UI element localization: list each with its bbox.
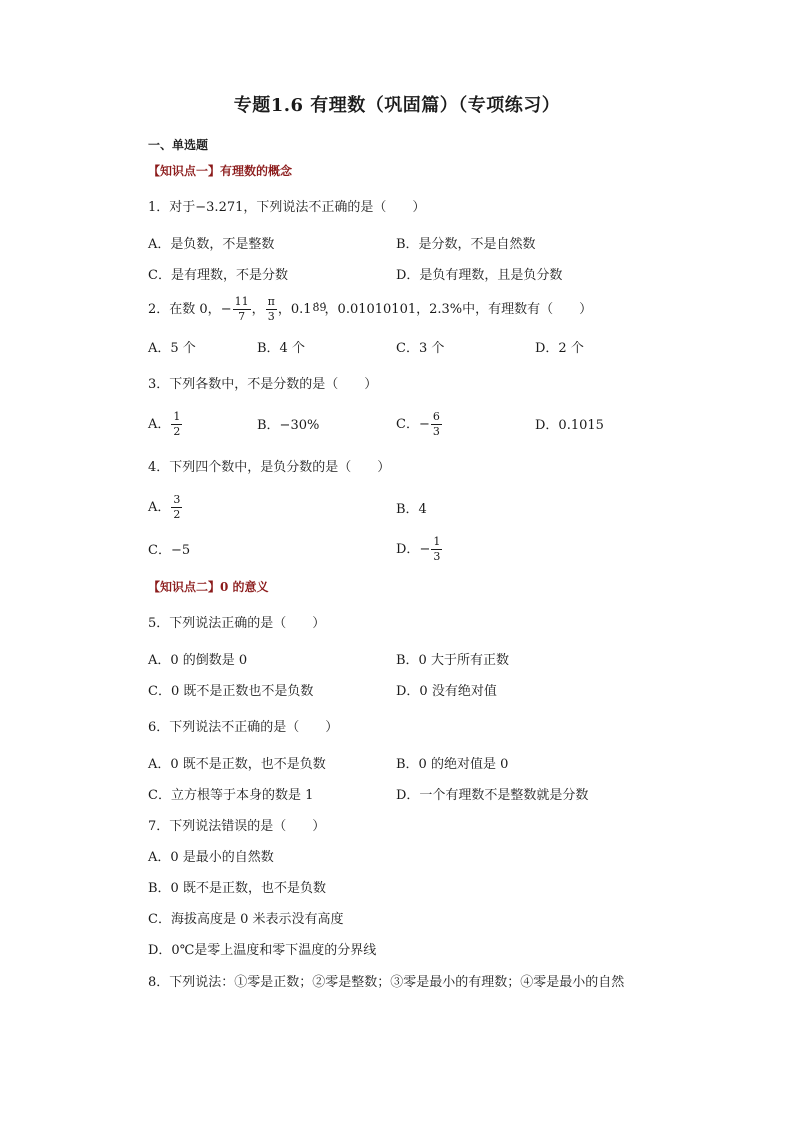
question-2-fraction-2	[266, 296, 277, 322]
option-label: D．	[396, 541, 420, 557]
option-label: A．	[148, 416, 171, 432]
question-1-option-b: B．是分数，不是自然数	[396, 237, 536, 252]
fraction-numerator: 3	[173, 493, 181, 506]
fraction-numerator: 6	[432, 410, 440, 423]
question-1-option-c: C．是有理数，不是分数	[148, 268, 288, 283]
question-3-option-c-fraction	[431, 411, 442, 437]
option-label: C．	[396, 416, 419, 432]
question-2-option-c: C．3 个	[396, 341, 445, 356]
question-7-option-c: C．海拔高度是 0 米表示没有高度	[148, 912, 344, 927]
option-label: A．	[148, 499, 171, 515]
question-2-repeating-dots: 8̇9̇	[312, 300, 327, 314]
question-7-option-a: A．0 是最小的自然数	[148, 850, 274, 865]
question-2-prefix: 2．在数 0，	[148, 301, 221, 317]
fraction-numerator: π	[267, 295, 275, 308]
question-7-stem: 7．下列说法错误的是（ ）	[148, 819, 326, 834]
question-4-stem: 4．下列四个数中，是负分数的是（ ）	[148, 460, 391, 475]
question-2-option-b: B．4 个	[257, 341, 305, 356]
question-1-stem: 1．对于−3.271，下列说法不正确的是（ ）	[148, 200, 426, 215]
question-4-option-d-fraction	[431, 536, 442, 562]
question-2-fraction-1-sign: −	[220, 301, 232, 317]
question-3-option-a	[148, 411, 183, 437]
question-2-option-a: A．5 个	[148, 341, 196, 356]
section-heading: 一、单选题	[148, 138, 209, 152]
fraction-denominator: 3	[433, 549, 441, 563]
question-5-option-d: D．0 没有绝对值	[396, 684, 497, 699]
question-2-suffix: ，0.01010101，2.3%中，有理数有（ ）	[324, 301, 593, 317]
knowledge-point-2: 【知识点二】0 的意义	[148, 580, 269, 594]
question-4-option-b: B．4	[396, 502, 427, 517]
question-3-stem: 3．下列各数中，不是分数的是（ ）	[148, 377, 378, 392]
question-2-stem: 2．在数 0， − $\frac{11}{7}$ ， $\frac{\pi}{3}$ ， 0.1 8̇9̇ ，0.01010101，2.3%中，有理数有（ ）	[148, 295, 593, 323]
fraction-numerator: 1	[173, 410, 181, 423]
fraction-numerator: 11	[234, 295, 249, 308]
question-2-option-d: D．2 个	[535, 341, 584, 356]
question-4-option-a-fraction	[171, 494, 182, 520]
fraction-denominator: 2	[173, 507, 181, 521]
question-6-option-b: B．0 的绝对值是 0	[396, 757, 509, 772]
fraction-denominator: 3	[432, 424, 440, 438]
question-2-repeating-decimal: 0.1	[290, 301, 312, 317]
fraction-denominator: 7	[238, 309, 246, 323]
question-4-option-d	[396, 536, 443, 562]
question-6-option-d: D．一个有理数不是整数就是分数	[396, 788, 589, 803]
question-1-option-a: A．是负数，不是整数	[148, 237, 275, 252]
question-4-option-c: C．−5	[148, 543, 191, 558]
question-5-stem: 5．下列说法正确的是（ ）	[148, 616, 326, 631]
question-5-option-b: B．0 大于所有正数	[396, 653, 509, 668]
question-7-option-d: D．0℃是零上温度和零下温度的分界线	[148, 943, 377, 958]
question-5-option-c: C．0 既不是正数也不是负数	[148, 684, 314, 699]
question-8-stem: 8．下列说法：①零是正数；②零是整数；③零是最小的有理数；④零是最小的自然	[148, 975, 625, 990]
knowledge-point-1: 【知识点一】有理数的概念	[148, 164, 293, 178]
question-6-option-a: A．0 既不是正数，也不是负数	[148, 757, 326, 772]
question-6-stem: 6．下列说法不正确的是（ ）	[148, 720, 339, 735]
page-title: 专题1.6 有理数（巩固篇）（专项练习）	[233, 95, 561, 116]
question-5-option-a: A．0 的倒数是 0	[148, 653, 248, 668]
question-3-option-a-fraction	[171, 411, 182, 437]
fraction-sign: −	[418, 416, 430, 432]
fraction-denominator: 3	[267, 309, 275, 323]
question-1-option-d: D．是负有理数，且是负分数	[396, 268, 563, 283]
fraction-sign: −	[419, 541, 431, 557]
question-3-option-c	[396, 411, 443, 437]
question-6-option-c: C．立方根等于本身的数是 1	[148, 788, 314, 803]
question-4-option-a	[148, 494, 183, 520]
fraction-numerator: 1	[433, 535, 441, 548]
question-7-option-b: B．0 既不是正数，也不是负数	[148, 881, 326, 896]
question-3-option-b: B．−30%	[257, 418, 320, 433]
question-2-fraction-1	[233, 296, 251, 322]
fraction-denominator: 2	[173, 424, 181, 438]
question-3-option-d: D．0.1015	[535, 418, 604, 433]
